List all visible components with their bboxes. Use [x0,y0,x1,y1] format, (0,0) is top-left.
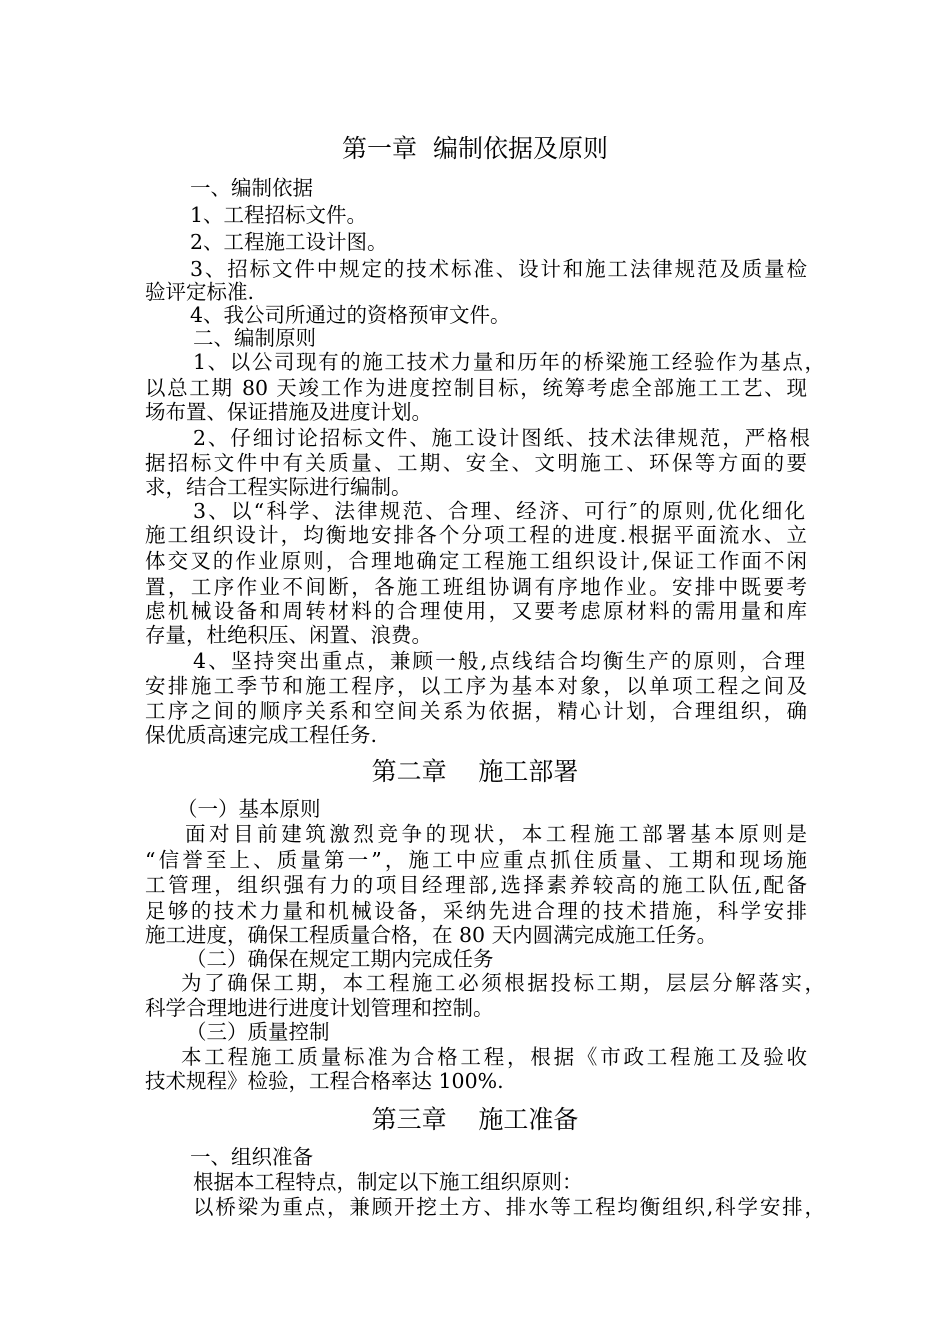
section-heading-principles: 二、编制原则 [193,326,316,350]
principle-1-line-2: 以总工期 80 天竣工作为进度控制目标，统筹考虑全部施工工艺、现 [145,376,807,400]
quality-line-2: 技术规程》检验，工程合格率达 100%. [145,1069,504,1093]
section-heading-basis: 一、编制依据 [190,176,313,200]
basis-item-1: 1、工程招标文件。 [190,203,368,227]
principle-1-line-3: 场布置、保证措施及进度计划。 [145,400,432,424]
principle-2-line-1: 2、仔细讨论招标文件、施工设计图纸、技术法律规范，严格根 [193,426,810,450]
principle-3-line-1: 3、以“科学、法律规范、合理、经济、可行″的原则,优化细化 [193,499,805,523]
basis-item-4: 4、我公司所通过的资格预审文件。 [190,303,511,327]
principle-4-line-4: 保优质高速完成工程任务. [145,723,378,747]
principle-1-line-1: 1、以公司现有的施工技术力量和历年的桥梁施工经验作为基点， [193,350,825,374]
schedule-line-2: 科学合理地进行进度计划管理和控制。 [145,996,494,1020]
schedule-line-1: 为了确保工期，本工程施工必须根据投标工期，层层分解落实， [181,971,825,995]
section-heading-organization: 一、组织准备 [190,1145,313,1169]
section-heading-schedule: （二）确保在规定工期内完成任务 [186,947,494,971]
principle-3-line-5: 虑机械设备和周转材料的合理使用，又要考虑原材料的需用量和库 [145,599,807,623]
basic-principles-line-1: 面对目前建筑激烈竞争的现状，本工程施工部署基本原则是 [185,822,807,846]
chapter-2-title: 第二章 施工部署 [371,757,579,786]
basis-item-3-line-2: 验评定标准. [145,280,255,304]
basis-item-3-line-1: 3、招标文件中规定的技术标准、设计和施工法律规范及质量检 [190,257,807,281]
section-heading-basic-principles: （一）基本原则 [177,797,321,821]
principle-2-line-3: 求，结合工程实际进行编制。 [145,475,412,499]
quality-line-1: 本工程施工质量标准为合格工程，根据《市政工程施工及验收 [181,1045,807,1069]
basic-principles-line-5: 施工进度，确保工程质量合格，在 80 天内圆满完成施工任务。 [145,923,718,947]
section-heading-quality: （三）质量控制 [186,1020,330,1044]
basic-principles-line-4: 足够的技术力量和机械设备，采纳先进合理的技术措施，科学安排 [145,899,807,923]
basic-principles-line-2: “信誉至上、质量第一”，施工中应重点抓住质量、工期和现场施 [145,848,807,872]
basis-item-2: 2、工程施工设计图。 [190,230,388,254]
principle-4-line-2: 安排施工季节和施工程序，以工序为基本对象，以单项工程之间及 [145,674,807,698]
organization-line-1: 根据本工程特点，制定以下施工组织原则： [193,1170,583,1194]
principle-3-line-2: 施工组织设计，均衡地安排各个分项工程的进度.根据平面流水、立 [145,523,807,547]
chapter-3-title: 第三章 施工准备 [371,1105,579,1134]
chapter-1-title: 第一章 编制依据及原则 [342,134,608,163]
principle-2-line-2: 据招标文件中有关质量、工期、安全、文明施工、环保等方面的要 [145,451,807,475]
principle-4-line-3: 工序之间的顺序关系和空间关系为依据，精心计划，合理组织，确 [145,699,807,723]
principle-3-line-6: 存量，杜绝积压、闲置、浪费。 [145,623,432,647]
principle-3-line-3: 体交叉的作业原则，合理地确定工程施工组织设计,保证工作面不闲 [145,549,807,573]
basic-principles-line-3: 工管理，组织强有力的项目经理部,选择素养较高的施工队伍,配备 [145,873,807,897]
principle-4-line-1: 4、坚持突出重点，兼顾一般,点线结合均衡生产的原则，合理 [193,649,805,673]
principle-3-line-4: 置，工序作业不间断，各施工班组协调有序地作业。安排中既要考 [145,575,807,599]
organization-line-2: 以桥梁为重点，兼顾开挖土方、排水等工程均衡组织,科学安排， [193,1195,825,1219]
